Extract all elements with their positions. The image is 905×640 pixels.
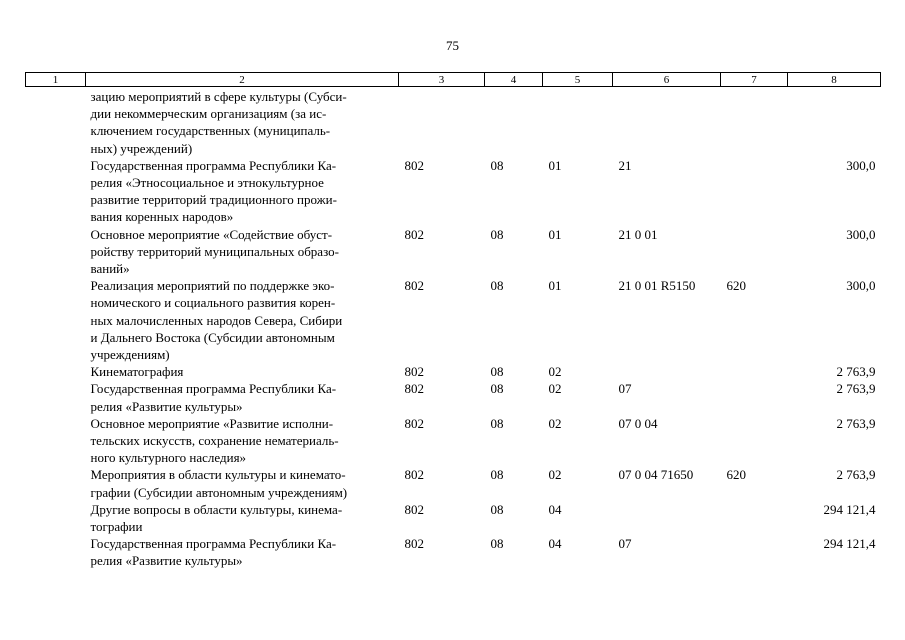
row-amount [788, 87, 881, 157]
row-col-3: 802 [404, 157, 424, 173]
row-amount: 2 763,9 [836, 467, 876, 483]
header-col-7: 7 [721, 73, 788, 87]
row-col-5: 01 [548, 226, 562, 242]
row-col-6: 21 [618, 157, 632, 173]
row-col-7 [721, 87, 788, 157]
row-name: Основное мероприятие «Содействие обуст- ройству территорий муниципальных образо- ваний» [90, 226, 339, 277]
header-col-4: 4 [485, 73, 543, 87]
table-row [26, 380, 881, 414]
row-amount: 300,0 [846, 157, 876, 173]
row-col-6 [613, 87, 721, 157]
row-col-4: 08 [490, 415, 504, 431]
row-amount: 300,0 [846, 226, 876, 242]
row-col-5: 01 [548, 278, 562, 294]
row-col-3: 802 [404, 536, 424, 552]
row-col-4: 08 [490, 536, 504, 552]
table-row [26, 363, 881, 380]
row-col-7 [721, 157, 788, 226]
header-col-6: 6 [613, 73, 721, 87]
row-col-3 [399, 87, 485, 157]
row-col-5: 01 [548, 157, 562, 173]
row-col-4: 08 [490, 226, 504, 242]
row-name: зацию мероприятий в сфере культуры (Субси- дии некоммерческим организациям (за ис- ключением государственных (муниципаль- ных) учреждений) [90, 89, 347, 156]
row-col-6: 07 0 04 [618, 415, 658, 431]
row-amount: 294 121,4 [823, 536, 876, 552]
row-amount: 294 121,4 [823, 501, 876, 517]
row-col-4: 08 [490, 501, 504, 517]
row-col-5: 02 [548, 467, 562, 483]
row-col-4: 08 [490, 157, 504, 173]
table-header [26, 73, 881, 87]
table-row [26, 415, 881, 467]
row-col-4 [485, 87, 543, 157]
row-amount: 2 763,9 [836, 364, 876, 380]
row-name: Государственная программа Республики Ка- релия «Развитие культуры» [90, 381, 337, 414]
row-col-7 [721, 226, 788, 278]
row-col-7 [721, 415, 788, 467]
row-col-7 [721, 363, 788, 380]
row-col-3: 802 [404, 226, 424, 242]
row-col-5: 04 [548, 501, 562, 517]
row-col-3: 802 [404, 467, 424, 483]
table-body [26, 87, 881, 570]
row-col-4: 08 [490, 278, 504, 294]
header-col-5: 5 [543, 73, 613, 87]
row-col-4: 08 [490, 381, 504, 397]
row-col-5: 04 [548, 536, 562, 552]
row-col-6: 21 0 01 [618, 226, 658, 242]
budget-table [25, 72, 881, 570]
row-col-7: 620 [726, 278, 746, 294]
table-row [26, 157, 881, 226]
row-amount: 2 763,9 [836, 415, 876, 431]
row-col-6: 07 [618, 381, 632, 397]
row-col-7: 620 [726, 467, 746, 483]
table-row [26, 535, 881, 569]
row-col-3: 802 [404, 278, 424, 294]
row-col-7 [721, 501, 788, 535]
row-col-6: 07 0 04 71650 [618, 467, 694, 483]
row-amount: 300,0 [846, 278, 876, 294]
table-row [26, 466, 881, 500]
row-col-7 [721, 380, 788, 414]
table-row [26, 226, 881, 278]
page-number: 75 [446, 38, 459, 53]
row-col-3: 802 [404, 364, 424, 380]
header-col-3: 3 [399, 73, 485, 87]
header-col-2: 2 [86, 73, 399, 87]
table-row [26, 87, 881, 157]
table-row [26, 501, 881, 535]
table-row [26, 277, 881, 363]
header-col-1: 1 [26, 73, 86, 87]
row-amount: 2 763,9 [836, 381, 876, 397]
row-col-3: 802 [404, 501, 424, 517]
row-col-7 [721, 535, 788, 569]
row-col-3: 802 [404, 381, 424, 397]
row-col-6 [613, 363, 721, 380]
row-col-6 [613, 501, 721, 535]
row-col-5: 02 [548, 364, 562, 380]
row-name: Государственная программа Республики Ка- релия «Развитие культуры» [90, 536, 337, 569]
row-name: Другие вопросы в области культуры, кинема- тографии [90, 501, 343, 535]
row-name: Государственная программа Республики Ка- релия «Этносоциальное и этнокультурное развитие территорий традиционного прожи- вания коренных народов» [90, 157, 337, 225]
row-col-4: 08 [490, 364, 504, 380]
row-col-5 [543, 87, 613, 157]
header-col-8: 8 [788, 73, 881, 87]
row-name: Мероприятия в области культуры и кинемато- графии (Субсидии автономным учреждениям) [90, 467, 348, 500]
row-col-4: 08 [490, 467, 504, 483]
row-col-5: 02 [548, 381, 562, 397]
header-row [26, 73, 881, 87]
row-name: Основное мероприятие «Развитие исполни- тельских искусств, сохранение нематериаль- ного культурного наследия» [90, 415, 339, 466]
row-col-6: 07 [618, 536, 632, 552]
row-col-6: 21 0 01 R5150 [618, 278, 696, 294]
row-col-5: 02 [548, 415, 562, 431]
row-name: Кинематография [90, 364, 184, 380]
row-col-3: 802 [404, 415, 424, 431]
row-name: Реализация мероприятий по поддержке эко- номического и социального развития корен- ных малочисленных народов Севера, Сибири и Дальнего Востока (Субсидии автономным учреждениям) [90, 278, 343, 363]
